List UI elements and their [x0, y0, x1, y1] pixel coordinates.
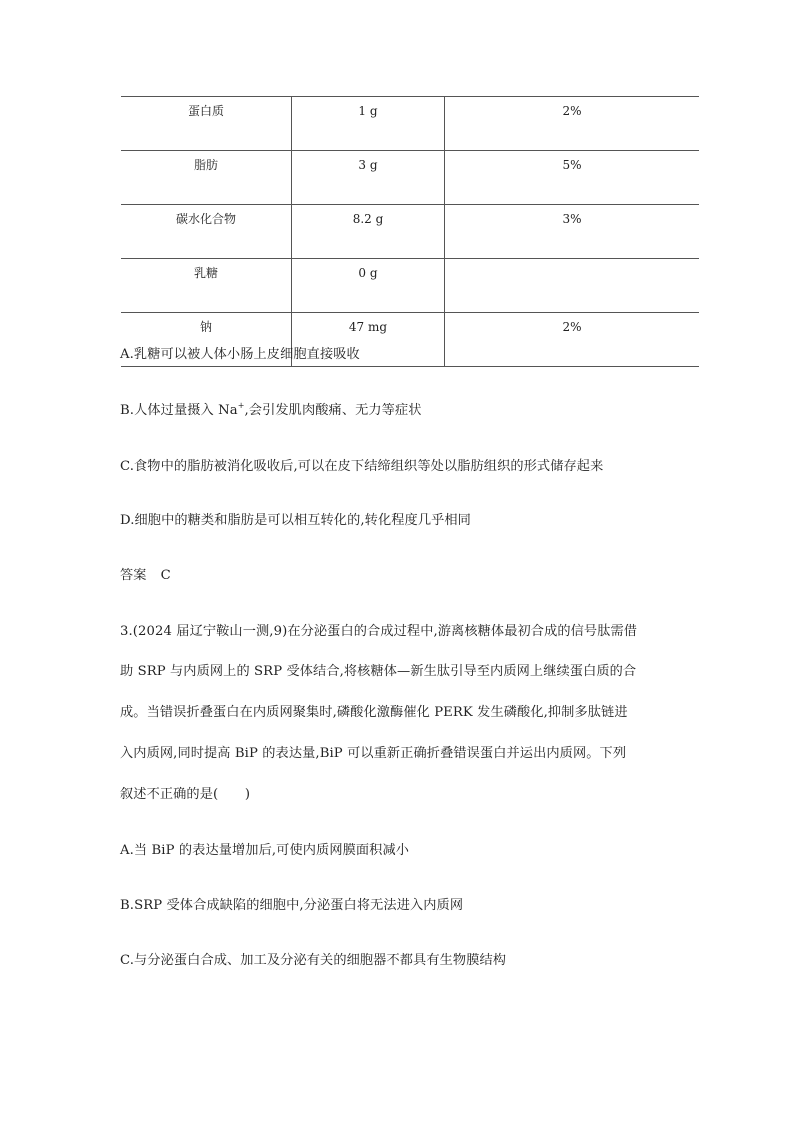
table-cell-item: 钠 [121, 313, 292, 367]
table-cell-nrv [445, 259, 700, 313]
q2-option-b-prefix: B.人体过量摄入 Na [120, 403, 238, 418]
table-cell-item: 乳糖 [121, 259, 292, 313]
q3-option-a: A.当 BiP 的表达量增加后,可使内质网膜面积减小 [120, 843, 410, 858]
q2-option-c: C.食物中的脂肪被消化吸收后,可以在皮下结缔组织等处以脂肪组织的形式储存起来 [120, 459, 604, 474]
table-cell-nrv: 5% [445, 151, 700, 205]
q2-option-d: D.细胞中的糖类和脂肪是可以相互转化的,转化程度几乎相同 [120, 513, 471, 528]
q2-option-b-suffix: ,会引发肌肉酸痛、无力等症状 [244, 403, 422, 418]
q3-stem-line: 入内质网,同时提高 BiP 的表达量,BiP 可以重新正确折叠错误蛋白并运出内质网。下列 [120, 746, 627, 761]
nutrition-table [121, 96, 699, 367]
q3-stem-line: 助 SRP 与内质网上的 SRP 受体结合,将核糖体—新生肽引导至内质网上继续蛋白质的合 [120, 664, 637, 679]
table-row [121, 259, 699, 313]
answer-value: C [160, 568, 171, 583]
table-cell-amount: 8.2 g [292, 205, 445, 259]
table-row [121, 97, 699, 151]
q2-option-a: A.乳糖可以被人体小肠上皮细胞直接吸收 [120, 347, 360, 362]
q2-option-b [120, 402, 422, 420]
q3-stem-line: 成。当错误折叠蛋白在内质网聚集时,磷酸化激酶催化 PERK 发生磷酸化,抑制多肽链进 [120, 705, 628, 720]
table-cell-nrv: 2% [445, 313, 700, 367]
q2-answer [120, 567, 171, 585]
q3-option-b: B.SRP 受体合成缺陷的细胞中,分泌蛋白将无法进入内质网 [120, 898, 464, 913]
q3-stem-line: 3.(2024 届辽宁鞍山一测,9)在分泌蛋白的合成过程中,游离核糖体最初合成的信号肽需借 [120, 624, 638, 639]
q3-option-c: C.与分泌蛋白合成、加工及分泌有关的细胞器不都具有生物膜结构 [120, 953, 507, 968]
table-cell-item: 蛋白质 [121, 97, 292, 151]
table-cell-nrv: 3% [445, 205, 700, 259]
q3-stem-line: 叙述不正确的是( ) [120, 787, 251, 802]
table-cell-item: 碳水化合物 [121, 205, 292, 259]
table-cell-nrv: 2% [445, 97, 700, 151]
table-row [121, 151, 699, 205]
answer-label: 答案 [120, 568, 147, 583]
table-cell-amount: 3 g [292, 151, 445, 205]
table-cell-amount: 1 g [292, 97, 445, 151]
table-row [121, 205, 699, 259]
table-cell-amount: 47 mg [292, 313, 445, 367]
table-cell-item: 脂肪 [121, 151, 292, 205]
q2-option-b-sup: + [237, 401, 245, 410]
table-cell-amount: 0 g [292, 259, 445, 313]
